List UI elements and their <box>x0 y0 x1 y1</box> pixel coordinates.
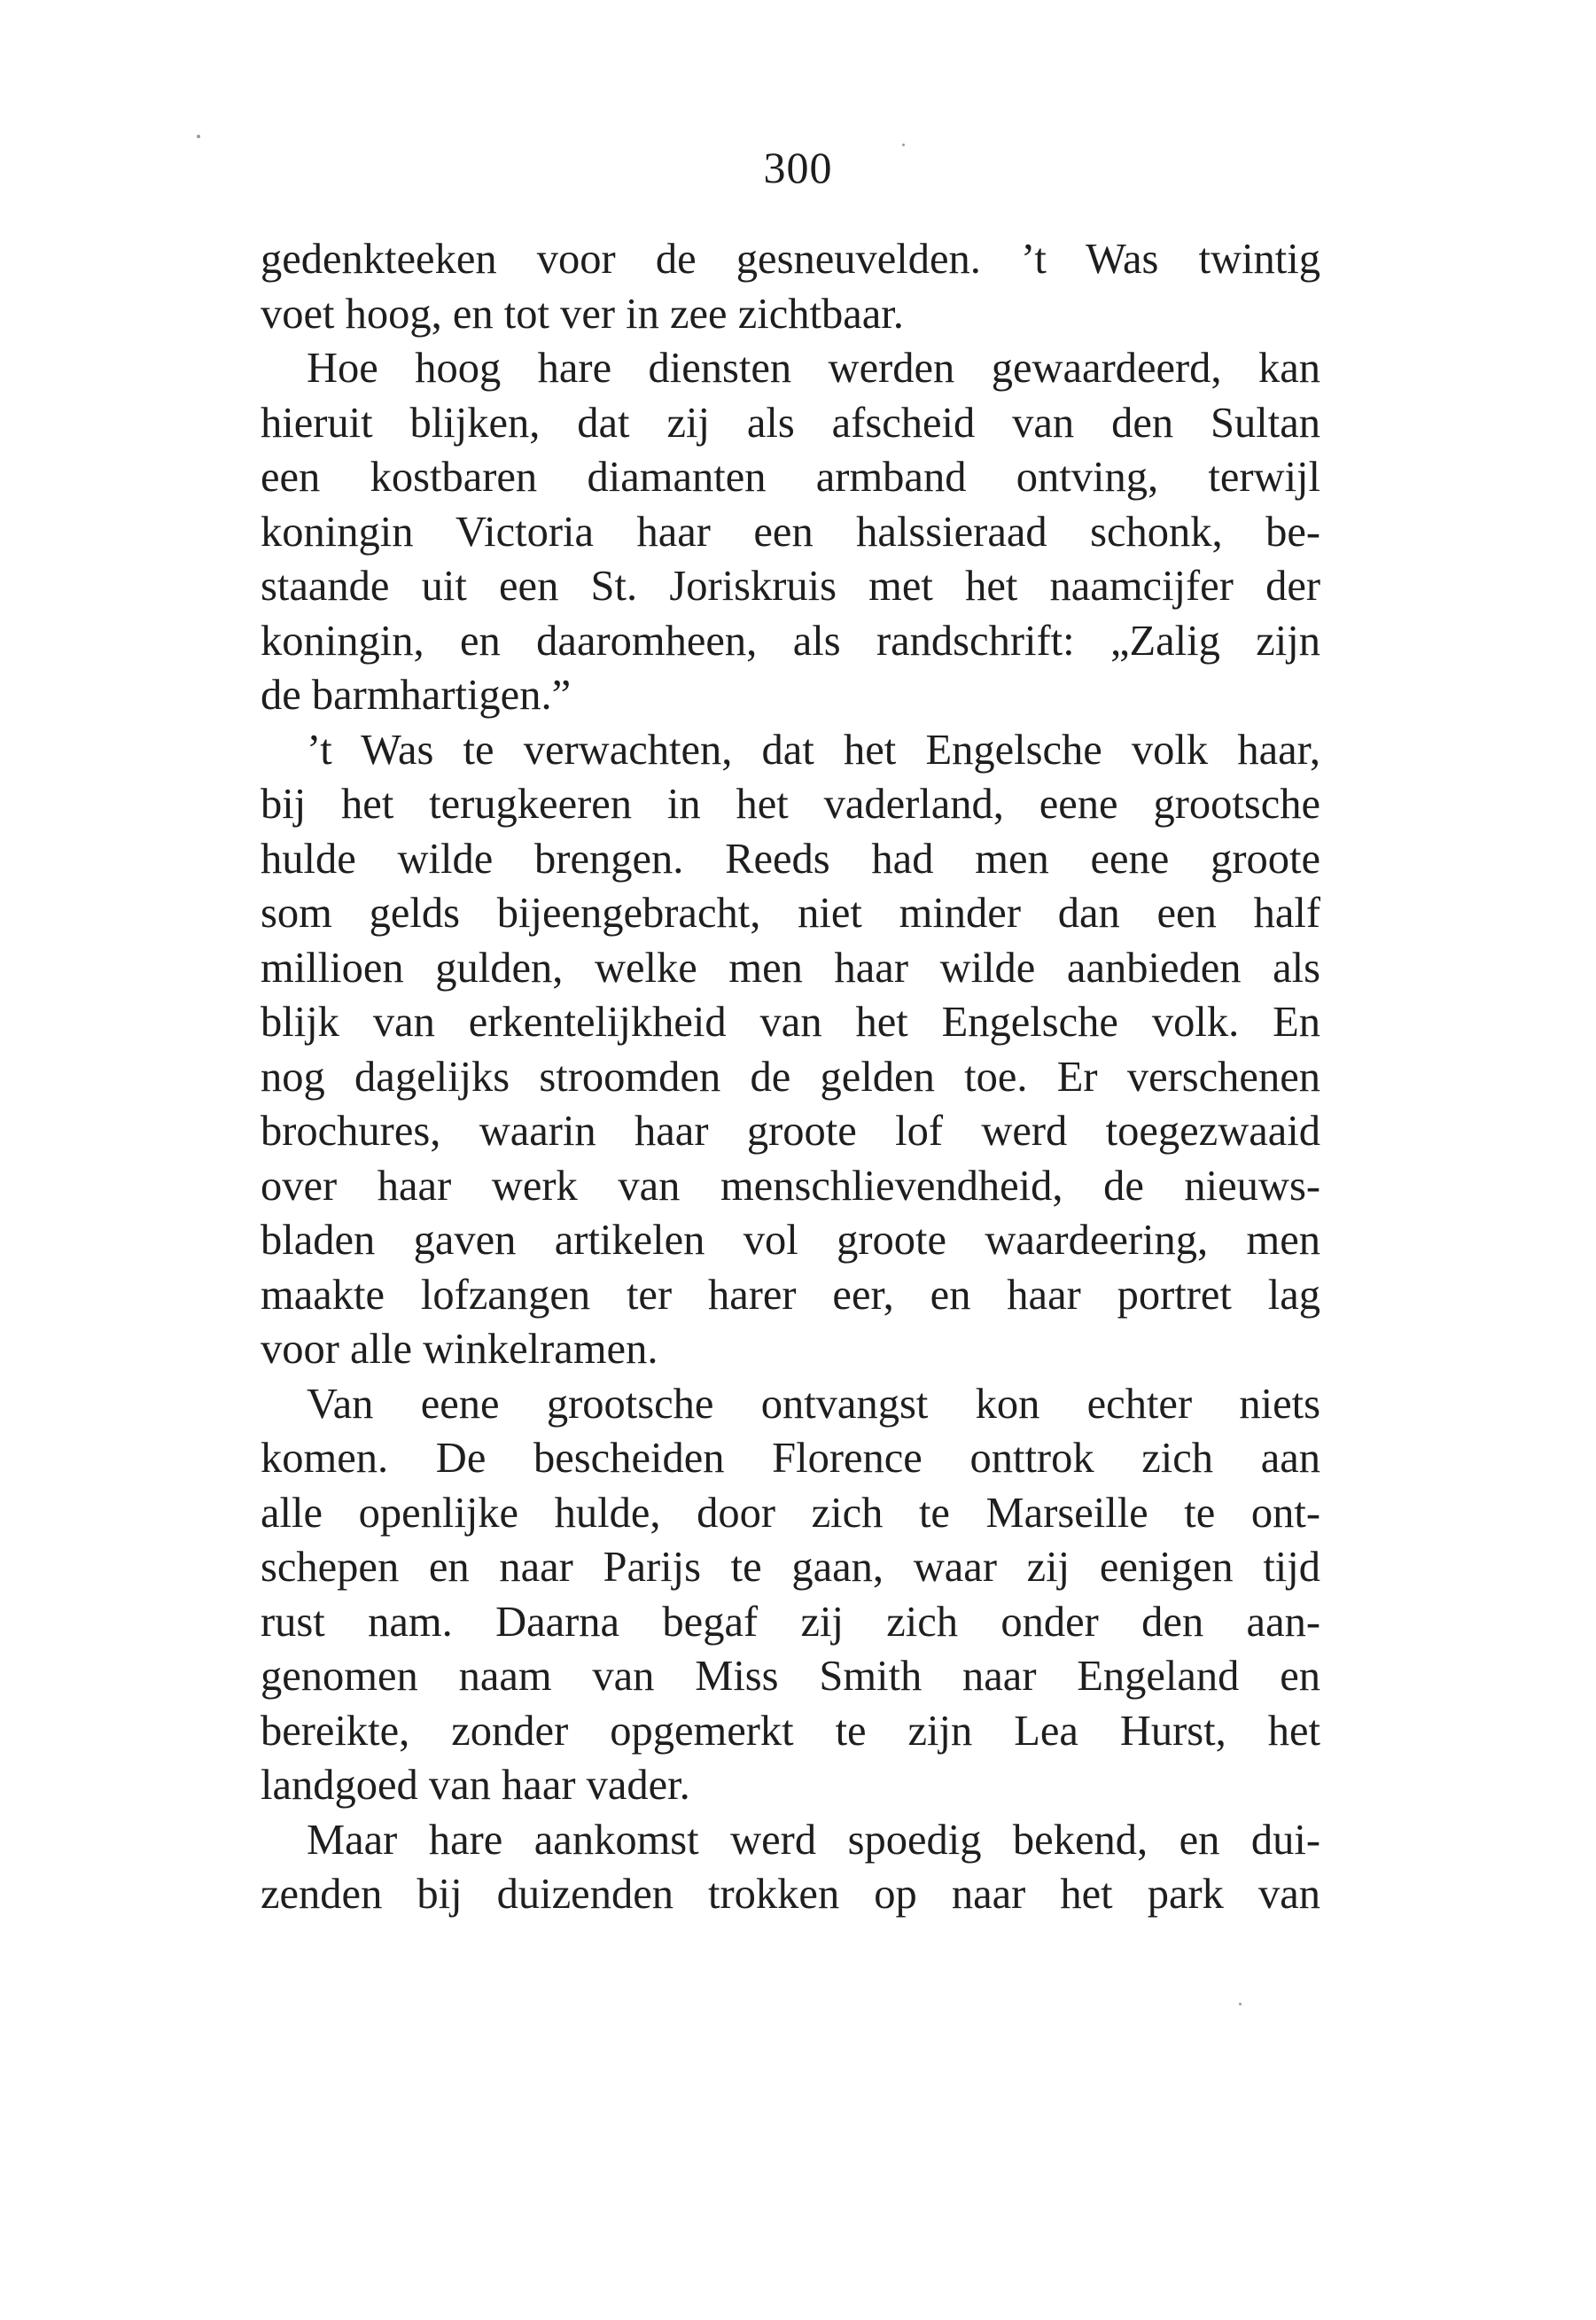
text-line: komen. De bescheiden Florence onttrok zich aan <box>261 1435 1320 1482</box>
text-line: nog dagelijks stroomden de gelden toe. Er verschenen <box>261 1053 1320 1101</box>
text-line: bij het terugkeeren in het vaderland, eene grootsche <box>261 781 1320 828</box>
text-line: zenden bij duizenden trokken op naar het park van <box>261 1871 1320 1918</box>
text-line: voor alle winkelramen. <box>261 1326 658 1373</box>
text-line: maakte lofzangen ter harer eer, en haar portret lag <box>261 1271 1320 1319</box>
text-line: bereikte, zonder opgemerkt te zijn Lea Hurst, het <box>261 1707 1320 1755</box>
text-line: som gelds bijeengebracht, niet minder dan een half <box>261 890 1320 937</box>
text-line: brochures, waarin haar groote lof werd toegezwaaid <box>261 1108 1320 1155</box>
text-line: Van eene grootsche ontvangst kon echter niets <box>307 1380 1320 1428</box>
text-line: een kostbaren diamanten armband ontving, terwijl <box>261 454 1320 501</box>
text-line: voet hoog, en tot ver in zee zichtbaar. <box>261 290 904 338</box>
text-line: bladen gaven artikelen vol groote waardeering, men <box>261 1217 1320 1264</box>
text-line: Hoe hoog hare diensten werden gewaardeerd, kan <box>307 345 1320 392</box>
scan-speck <box>902 144 905 146</box>
scan-speck <box>1239 2003 1242 2005</box>
text-line: over haar werk van menschlievendheid, de nieuws- <box>261 1162 1320 1210</box>
text-line: staande uit een St. Joriskruis met het naamcijfer der <box>261 563 1320 610</box>
paragraph <box>261 341 1320 723</box>
paragraph <box>261 232 1320 341</box>
text-line: hulde wilde brengen. Reeds had men eene groote <box>261 835 1320 883</box>
page-number: 300 <box>763 143 833 192</box>
text-line: Maar hare aankomst werd spoedig bekend, en dui- <box>307 1816 1320 1864</box>
text-line: genomen naam van Miss Smith naar Engeland en <box>261 1653 1320 1700</box>
text-line: blijk van erkentelijkheid van het Engelsche volk. En <box>261 999 1320 1046</box>
text-line: koningin Victoria haar een halssieraad schonk, be- <box>261 508 1320 556</box>
text-line: rust nam. Daarna begaf zij zich onder den aan- <box>261 1598 1320 1646</box>
paragraph <box>261 1813 1320 1922</box>
text-line: koningin, en daaromheen, als randschrift: „Zalig zijn <box>261 617 1320 665</box>
text-line: de barmhartigen.” <box>261 672 572 719</box>
text-line: landgoed van haar vader. <box>261 1762 690 1809</box>
text-line: millioen gulden, welke men haar wilde aanbieden als <box>261 944 1320 992</box>
text-line: schepen en naar Parijs te gaan, waar zij eenigen tijd <box>261 1544 1320 1591</box>
text-line: gedenkteeken voor de gesneuvelden. ’t Was twintig <box>261 236 1320 283</box>
scan-speck <box>197 135 200 138</box>
paragraph <box>261 1377 1320 1813</box>
text-line: ’t Was te verwachten, dat het Engelsche volk haar, <box>307 726 1320 774</box>
text-line: alle openlijke hulde, door zich te Marseille te ont- <box>261 1489 1320 1537</box>
body-text <box>261 232 1320 1922</box>
text-line: hieruit blijken, dat zij als afscheid van den Sultan <box>261 399 1320 447</box>
paragraph <box>261 723 1320 1377</box>
